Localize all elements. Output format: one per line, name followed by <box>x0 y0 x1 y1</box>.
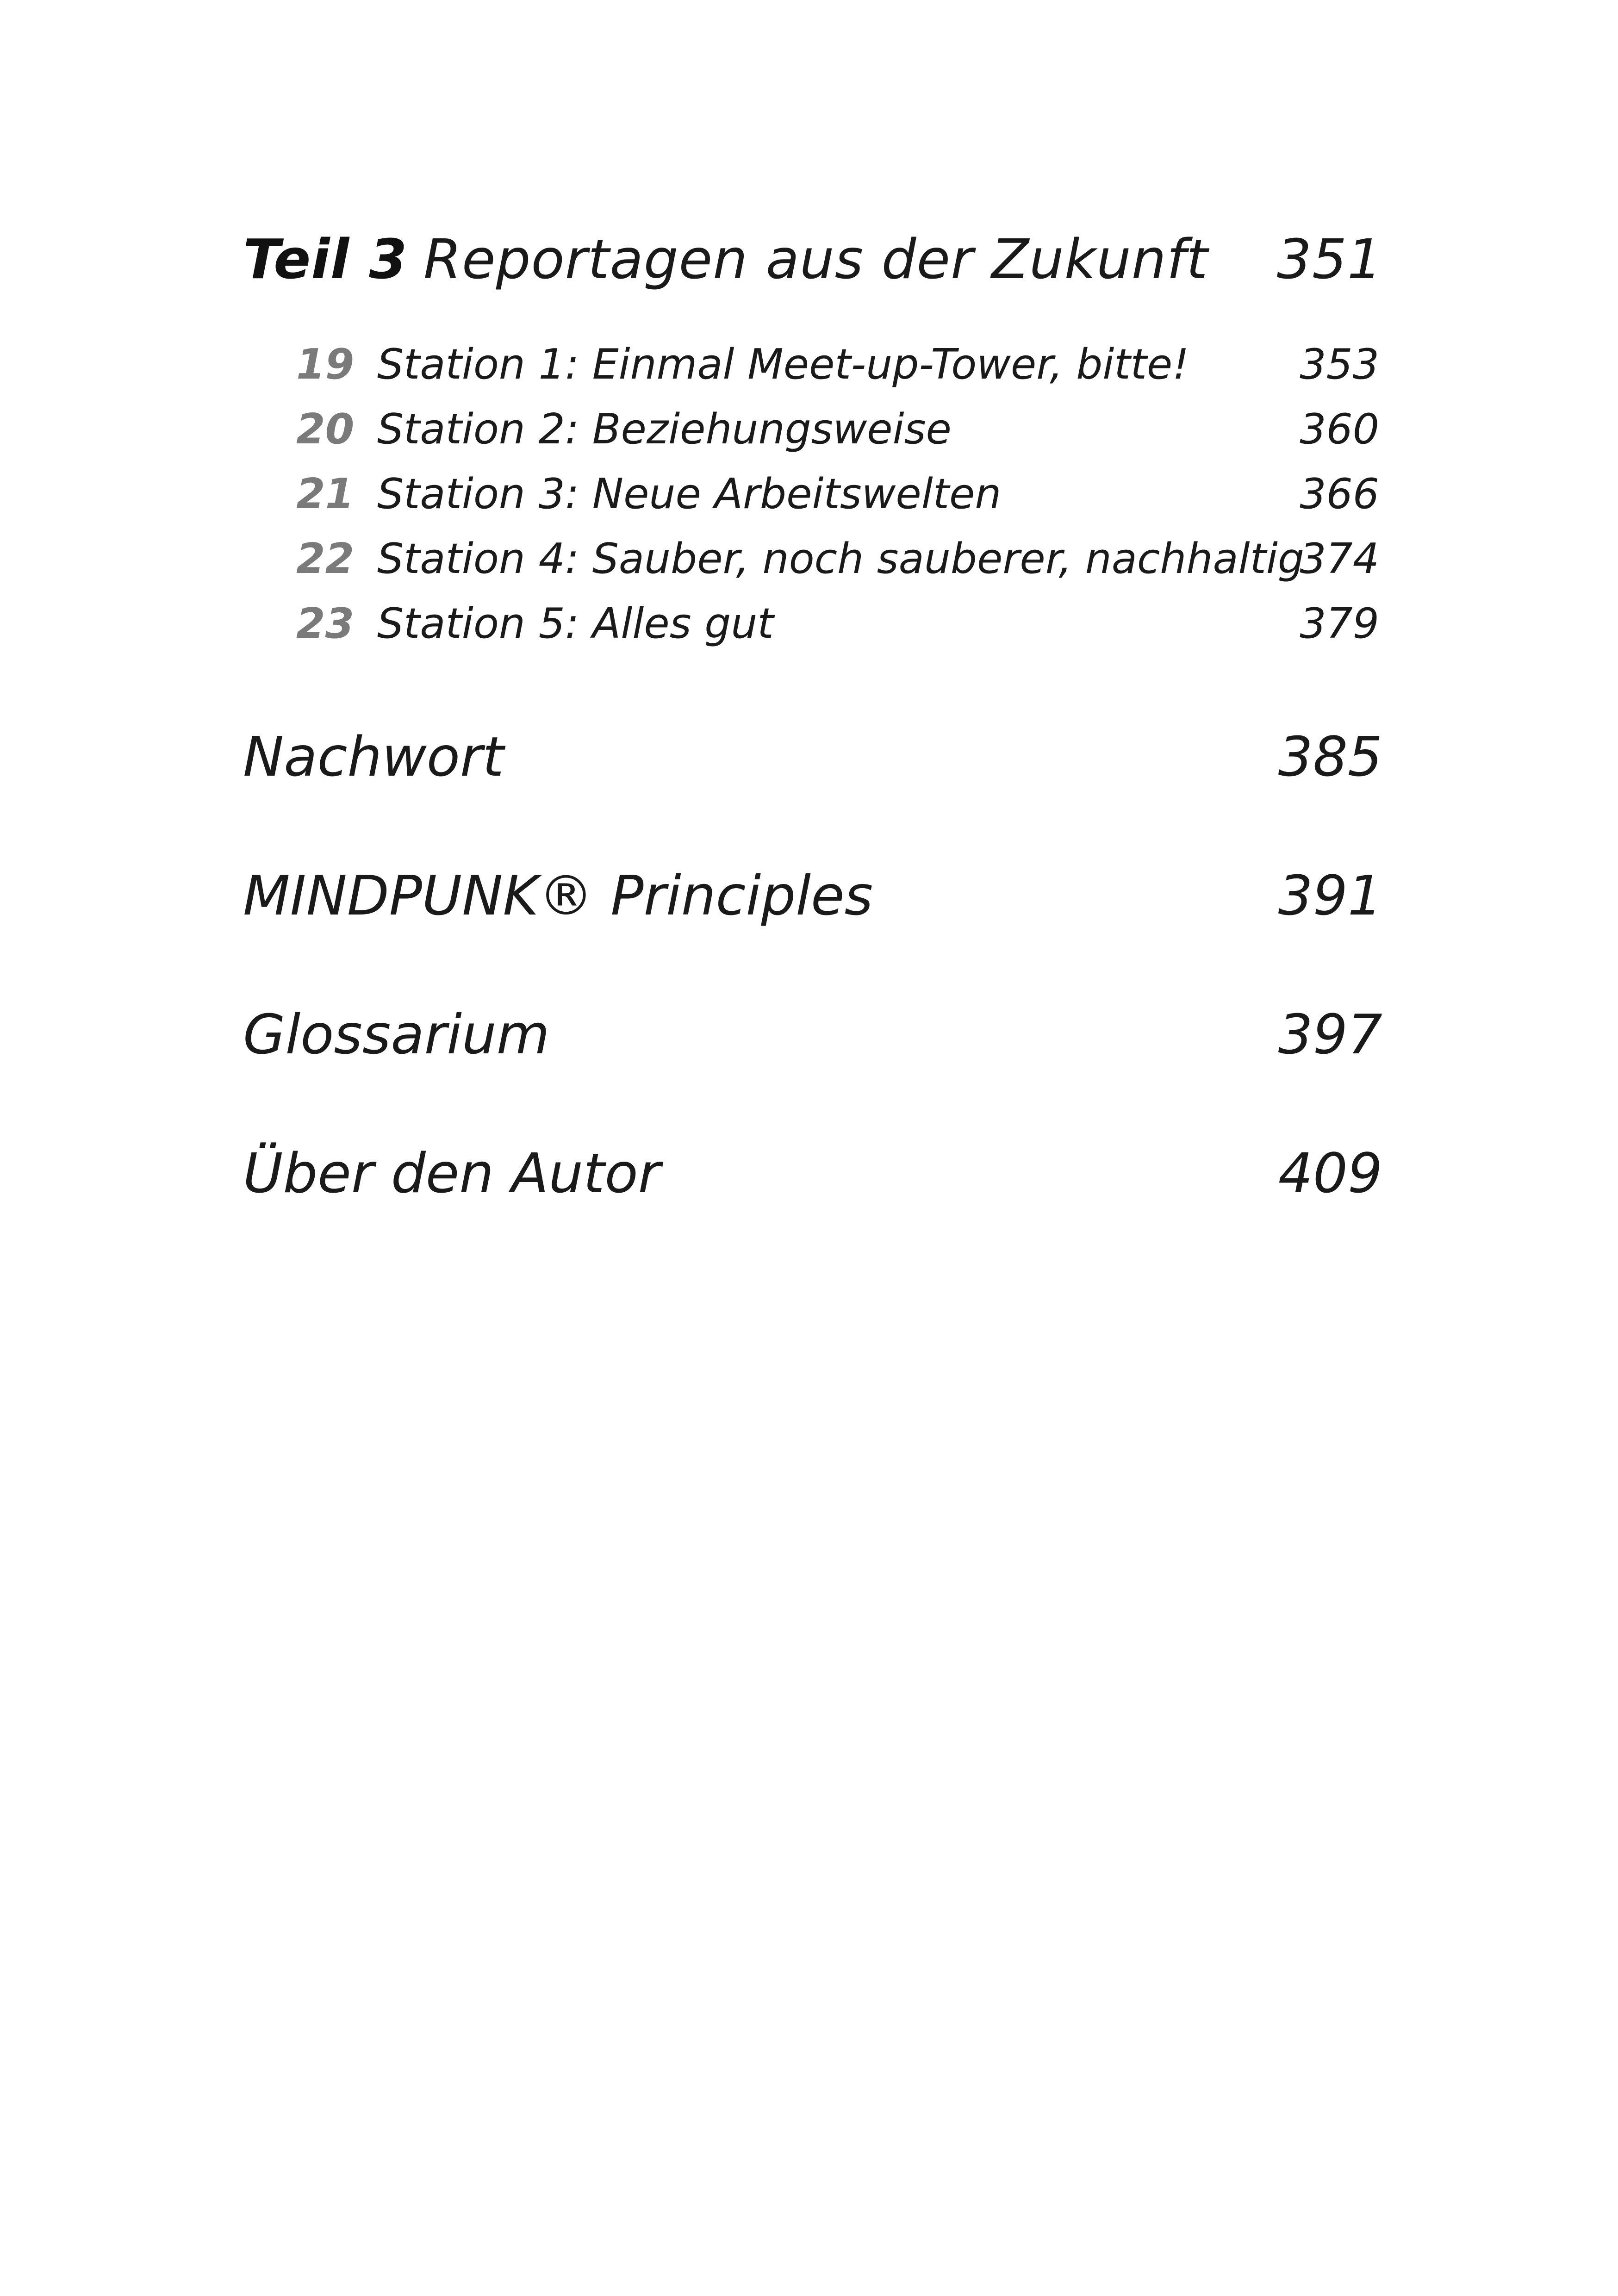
chapter-number: 19 <box>296 340 355 389</box>
toc-entry-principles[interactable] <box>243 854 1382 937</box>
page-number: 379 <box>1300 599 1379 648</box>
toc-entry-nachwort[interactable] <box>243 715 1382 798</box>
entry-title: Nachwort <box>243 725 504 789</box>
page-number: 351 <box>1276 227 1382 291</box>
page-number: 397 <box>1278 1002 1382 1066</box>
chapter-number: 20 <box>296 405 355 454</box>
toc-chapter-entry[interactable] <box>296 591 1379 656</box>
chapter-number: 21 <box>296 470 355 518</box>
toc-part-entry[interactable] <box>243 218 1382 301</box>
toc-chapter-entry[interactable] <box>296 332 1379 397</box>
toc-chapter-entry[interactable] <box>296 397 1379 462</box>
toc-entry-glossarium[interactable] <box>243 993 1382 1076</box>
page-number: 385 <box>1278 725 1382 789</box>
entry-title: Glossarium <box>243 1002 550 1066</box>
entry-title: MINDPUNK® Principles <box>243 864 873 927</box>
chapter-title: Station 3: Neue Arbeitswelten <box>377 470 1002 518</box>
chapter-number: 23 <box>296 599 355 648</box>
toc-chapter-entry[interactable] <box>296 462 1379 527</box>
entry-title: Über den Autor <box>243 1141 661 1205</box>
page-number: 374 <box>1300 535 1379 583</box>
page-number: 353 <box>1300 340 1379 389</box>
chapter-title: Station 5: Alles gut <box>377 599 774 648</box>
chapter-title: Station 4: Sauber, noch sauberer, nachhaltig <box>377 535 1305 583</box>
toc-chapter-entry[interactable] <box>296 527 1379 591</box>
chapter-title: Station 1: Einmal Meet-up-Tower, bitte! <box>377 340 1189 389</box>
page-number: 366 <box>1300 470 1379 518</box>
chapter-number: 22 <box>296 535 355 583</box>
page-number: 360 <box>1300 405 1379 454</box>
page-number: 391 <box>1278 864 1382 927</box>
part-title: Reportagen aus der Zukunft <box>423 227 1208 291</box>
part-label: Teil 3 <box>243 227 408 291</box>
page-number: 409 <box>1278 1141 1382 1205</box>
chapter-title: Station 2: Beziehungsweise <box>377 405 952 454</box>
toc-entry-author[interactable] <box>243 1132 1382 1215</box>
